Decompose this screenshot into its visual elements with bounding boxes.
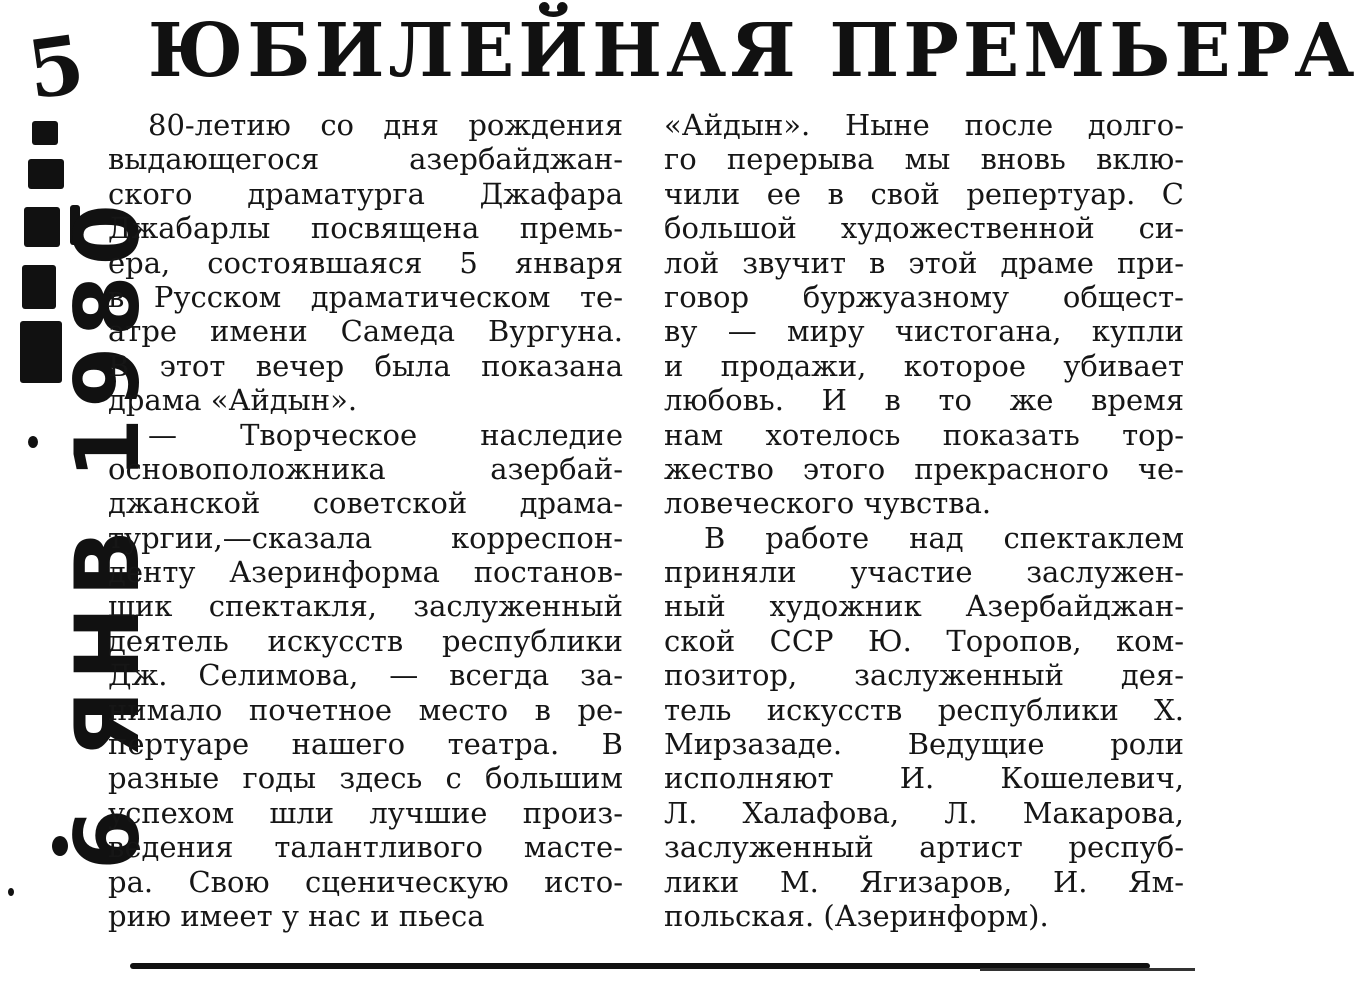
archive-stamp [0, 0, 159, 987]
article-line: — Творческое наследие [148, 417, 623, 452]
article-line: деятель искусств республики [108, 623, 623, 658]
stamp-corner-mark: 5 [21, 16, 90, 118]
article-line: Джабарлы посвящена премь- [108, 211, 623, 246]
article-line: жество этого прекрасного че- [664, 451, 1184, 486]
headline: ЮБИЛЕЙНАЯ ПРЕМЬЕРА [148, 8, 1359, 94]
article-line: и продажи, которое убивает [664, 348, 1184, 383]
article-line: тель искусств республики Х. [664, 692, 1184, 727]
stamp-date: 6 ЯНВ 1980 [56, 194, 159, 870]
article-line: большой художественной си- [664, 211, 1184, 246]
article-line: атре имени Самеда Вургуна. [108, 314, 623, 349]
article-line: чили ее в свой репертуар. С [664, 176, 1184, 211]
article-column-right [664, 108, 1184, 933]
article-line: джанской советской драма- [108, 486, 623, 521]
article-line: основоположника азербай- [108, 451, 623, 486]
article-line: любовь. И в то же время [664, 383, 1184, 418]
article-line: ву — миру чистогана, купли [664, 314, 1184, 349]
article-line: 80-летию со дня рождения [148, 108, 623, 142]
article-line: нимало почетное место в ре- [108, 692, 623, 727]
article-line: выдающегося азербайджан- [108, 142, 623, 177]
article-line: пертуаре нашего театра. В [108, 727, 623, 762]
article-line: в Русском драматическом те- [108, 279, 623, 314]
article-line: говор буржуазному общест- [664, 279, 1184, 314]
article-line: щик спектакля, заслуженный [108, 589, 623, 624]
article-line: ской ССР Ю. Торопов, ком- [664, 623, 1184, 658]
article-line: драма «Айдын». [108, 383, 358, 418]
article-line: нам хотелось показать тор- [664, 417, 1184, 452]
article-line: рию имеет у нас и пьеса [108, 898, 485, 933]
article-line: исполняют И. Кошелевич, [664, 761, 1184, 796]
article-line: лой звучит в этой драме при- [664, 245, 1184, 280]
article-line: ского драматурга Джафара [108, 176, 623, 211]
article-line: Мирзазаде. Ведущие роли [664, 727, 1184, 762]
article-line: ра. Свою сценическую исто- [108, 864, 623, 899]
article-column-left [108, 108, 623, 933]
article-line: В работе над спектаклем [704, 520, 1184, 555]
article-line: заслуженный артист респуб- [664, 830, 1184, 865]
article-line: разные годы здесь с большим [108, 761, 623, 796]
bottom-rule-underline [980, 968, 1195, 971]
stamp-dot [8, 888, 14, 896]
article-line: ловеческого чувства. [664, 486, 992, 521]
article-line: польская. (Азеринформ). [664, 898, 1049, 933]
article-line: ный художник Азербайджан- [664, 589, 1184, 624]
article-line: лики М. Ягизаров, И. Ям- [664, 864, 1184, 899]
article-line: В этот вечер была показана [108, 348, 623, 383]
article-line: Л. Халафова, Л. Макарова, [664, 795, 1184, 830]
article-line: ведения талантливого масте- [108, 830, 623, 865]
article-line: тургии,—сказала корреспон- [108, 520, 623, 555]
article-line: Дж. Селимова, — всегда за- [108, 658, 623, 693]
article-line: «Айдын». Ныне после долго- [664, 108, 1184, 142]
article-line: ера, состоявшаяся 5 января [108, 245, 623, 280]
stamp-dot [28, 436, 38, 448]
article-line: успехом шли лучшие произ- [108, 795, 623, 830]
article-line: позитор, заслуженный дея- [664, 658, 1184, 693]
article-line: денту Азеринформа постанов- [108, 555, 623, 590]
article-line: го перерыва мы вновь вклю- [664, 142, 1184, 177]
article-line: приняли участие заслужен- [664, 555, 1184, 590]
